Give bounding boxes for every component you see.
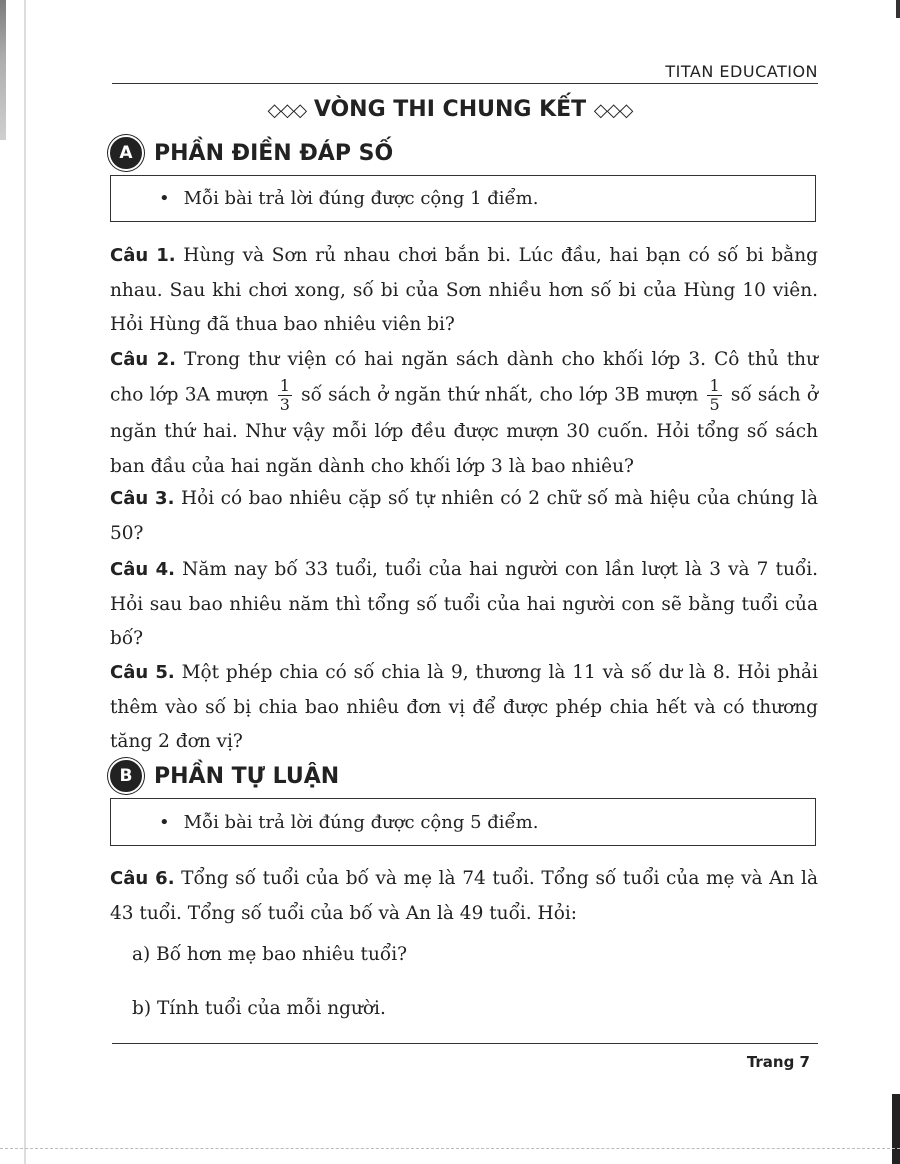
scan-edge-bottom xyxy=(0,1148,900,1150)
question-label: Câu 4. xyxy=(110,559,176,580)
section-a-note-box xyxy=(110,175,816,222)
question-text-part1: Trong thư viện có hai ngăn sách dành cho khối lớp 3. Cô thủ thư cho lớp 3A mượn xyxy=(110,349,818,406)
page-title xyxy=(0,97,900,122)
scan-edge-right-top xyxy=(896,0,900,18)
question-text: Năm nay bố 33 tuổi, tuổi của hai người con lần lượt là 3 và 7 tuổi. Hỏi sau bao nhiêu năm thì tổng số tuổi của hai người con sẽ bằng tuổi của bố? xyxy=(110,559,818,649)
fraction-one-fifth: $\frac{1}{5}$ xyxy=(709,376,720,414)
scan-edge-right-bottom xyxy=(892,1094,900,1164)
question-6-part-b: b) Tính tuổi của mỗi người. xyxy=(132,998,386,1019)
question-2 xyxy=(110,342,818,484)
footer-rule xyxy=(112,1043,818,1044)
question-text-part2: số sách ở ngăn thứ nhất, cho lớp 3B mượn xyxy=(301,384,699,406)
section-b-note: Mỗi bài trả lời đúng được cộng 5 điểm. xyxy=(183,811,539,833)
section-a-title: PHẦN ĐIỀN ĐÁP SỐ xyxy=(154,140,394,166)
question-3 xyxy=(110,482,818,551)
question-text: Hỏi có bao nhiêu cặp số tự nhiên có 2 chữ số mà hiệu của chúng là 50? xyxy=(110,488,818,544)
bullet-icon: • xyxy=(159,811,170,833)
section-b-badge: B xyxy=(110,760,142,792)
title-deco-left: ◇◇◇ xyxy=(267,100,307,121)
section-a-badge: A xyxy=(110,137,142,169)
question-label: Câu 1. xyxy=(110,245,176,266)
question-6-part-a: a) Bố hơn mẹ bao nhiêu tuổi? xyxy=(132,944,408,965)
header-rule xyxy=(112,83,818,84)
question-4 xyxy=(110,553,818,657)
question-text-part3: số sách ở ngăn thứ hai. Như vậy mỗi lớp đều được mượn 30 cuốn. Hỏi tổng số sách ban đầu của hai ngăn dành cho khối lớp 3 là bao nhiêu? xyxy=(110,384,819,477)
scan-line-left xyxy=(24,0,26,1164)
title-text: VÒNG THI CHUNG KẾT xyxy=(313,97,587,122)
question-6 xyxy=(110,862,818,931)
question-text: Hùng và Sơn rủ nhau chơi bắn bi. Lúc đầu, hai bạn có số bi bằng nhau. Sau khi chơi xong, số bi của Sơn nhiều hơn số bi của Hùng 10 viên. Hỏi Hùng đã thua bao nhiêu viên bi? xyxy=(110,245,818,335)
section-b-title: PHẦN TỰ LUẬN xyxy=(154,763,340,789)
section-a-heading xyxy=(110,137,393,169)
section-b-heading xyxy=(110,760,339,792)
question-label: Câu 2. xyxy=(110,349,176,370)
section-b-note-box xyxy=(110,798,816,846)
question-text: Tổng số tuổi của bố và mẹ là 74 tuổi. Tổng số tuổi của mẹ và An là 43 tuổi. Tổng số tuổi của bố và An là 49 tuổi. Hỏi: xyxy=(110,868,818,924)
brand-name: TITAN EDUCATION xyxy=(665,62,818,81)
question-text: Một phép chia có số chia là 9, thương là 11 và số dư là 8. Hỏi phải thêm vào số bị chia bao nhiêu đơn vị để được phép chia hết và có thương tăng 2 đơn vị? xyxy=(110,662,818,752)
bullet-icon: • xyxy=(159,188,170,209)
fraction-one-third: $\frac{1}{3}$ xyxy=(279,376,290,414)
section-a-note: Mỗi bài trả lời đúng được cộng 1 điểm. xyxy=(183,188,539,209)
question-5 xyxy=(110,656,818,760)
page-number: Trang 7 xyxy=(746,1053,810,1071)
question-1 xyxy=(110,239,818,343)
question-label: Câu 5. xyxy=(110,662,175,683)
title-deco-right: ◇◇◇ xyxy=(593,100,633,121)
question-label: Câu 6. xyxy=(110,868,175,889)
question-label: Câu 3. xyxy=(110,488,175,509)
